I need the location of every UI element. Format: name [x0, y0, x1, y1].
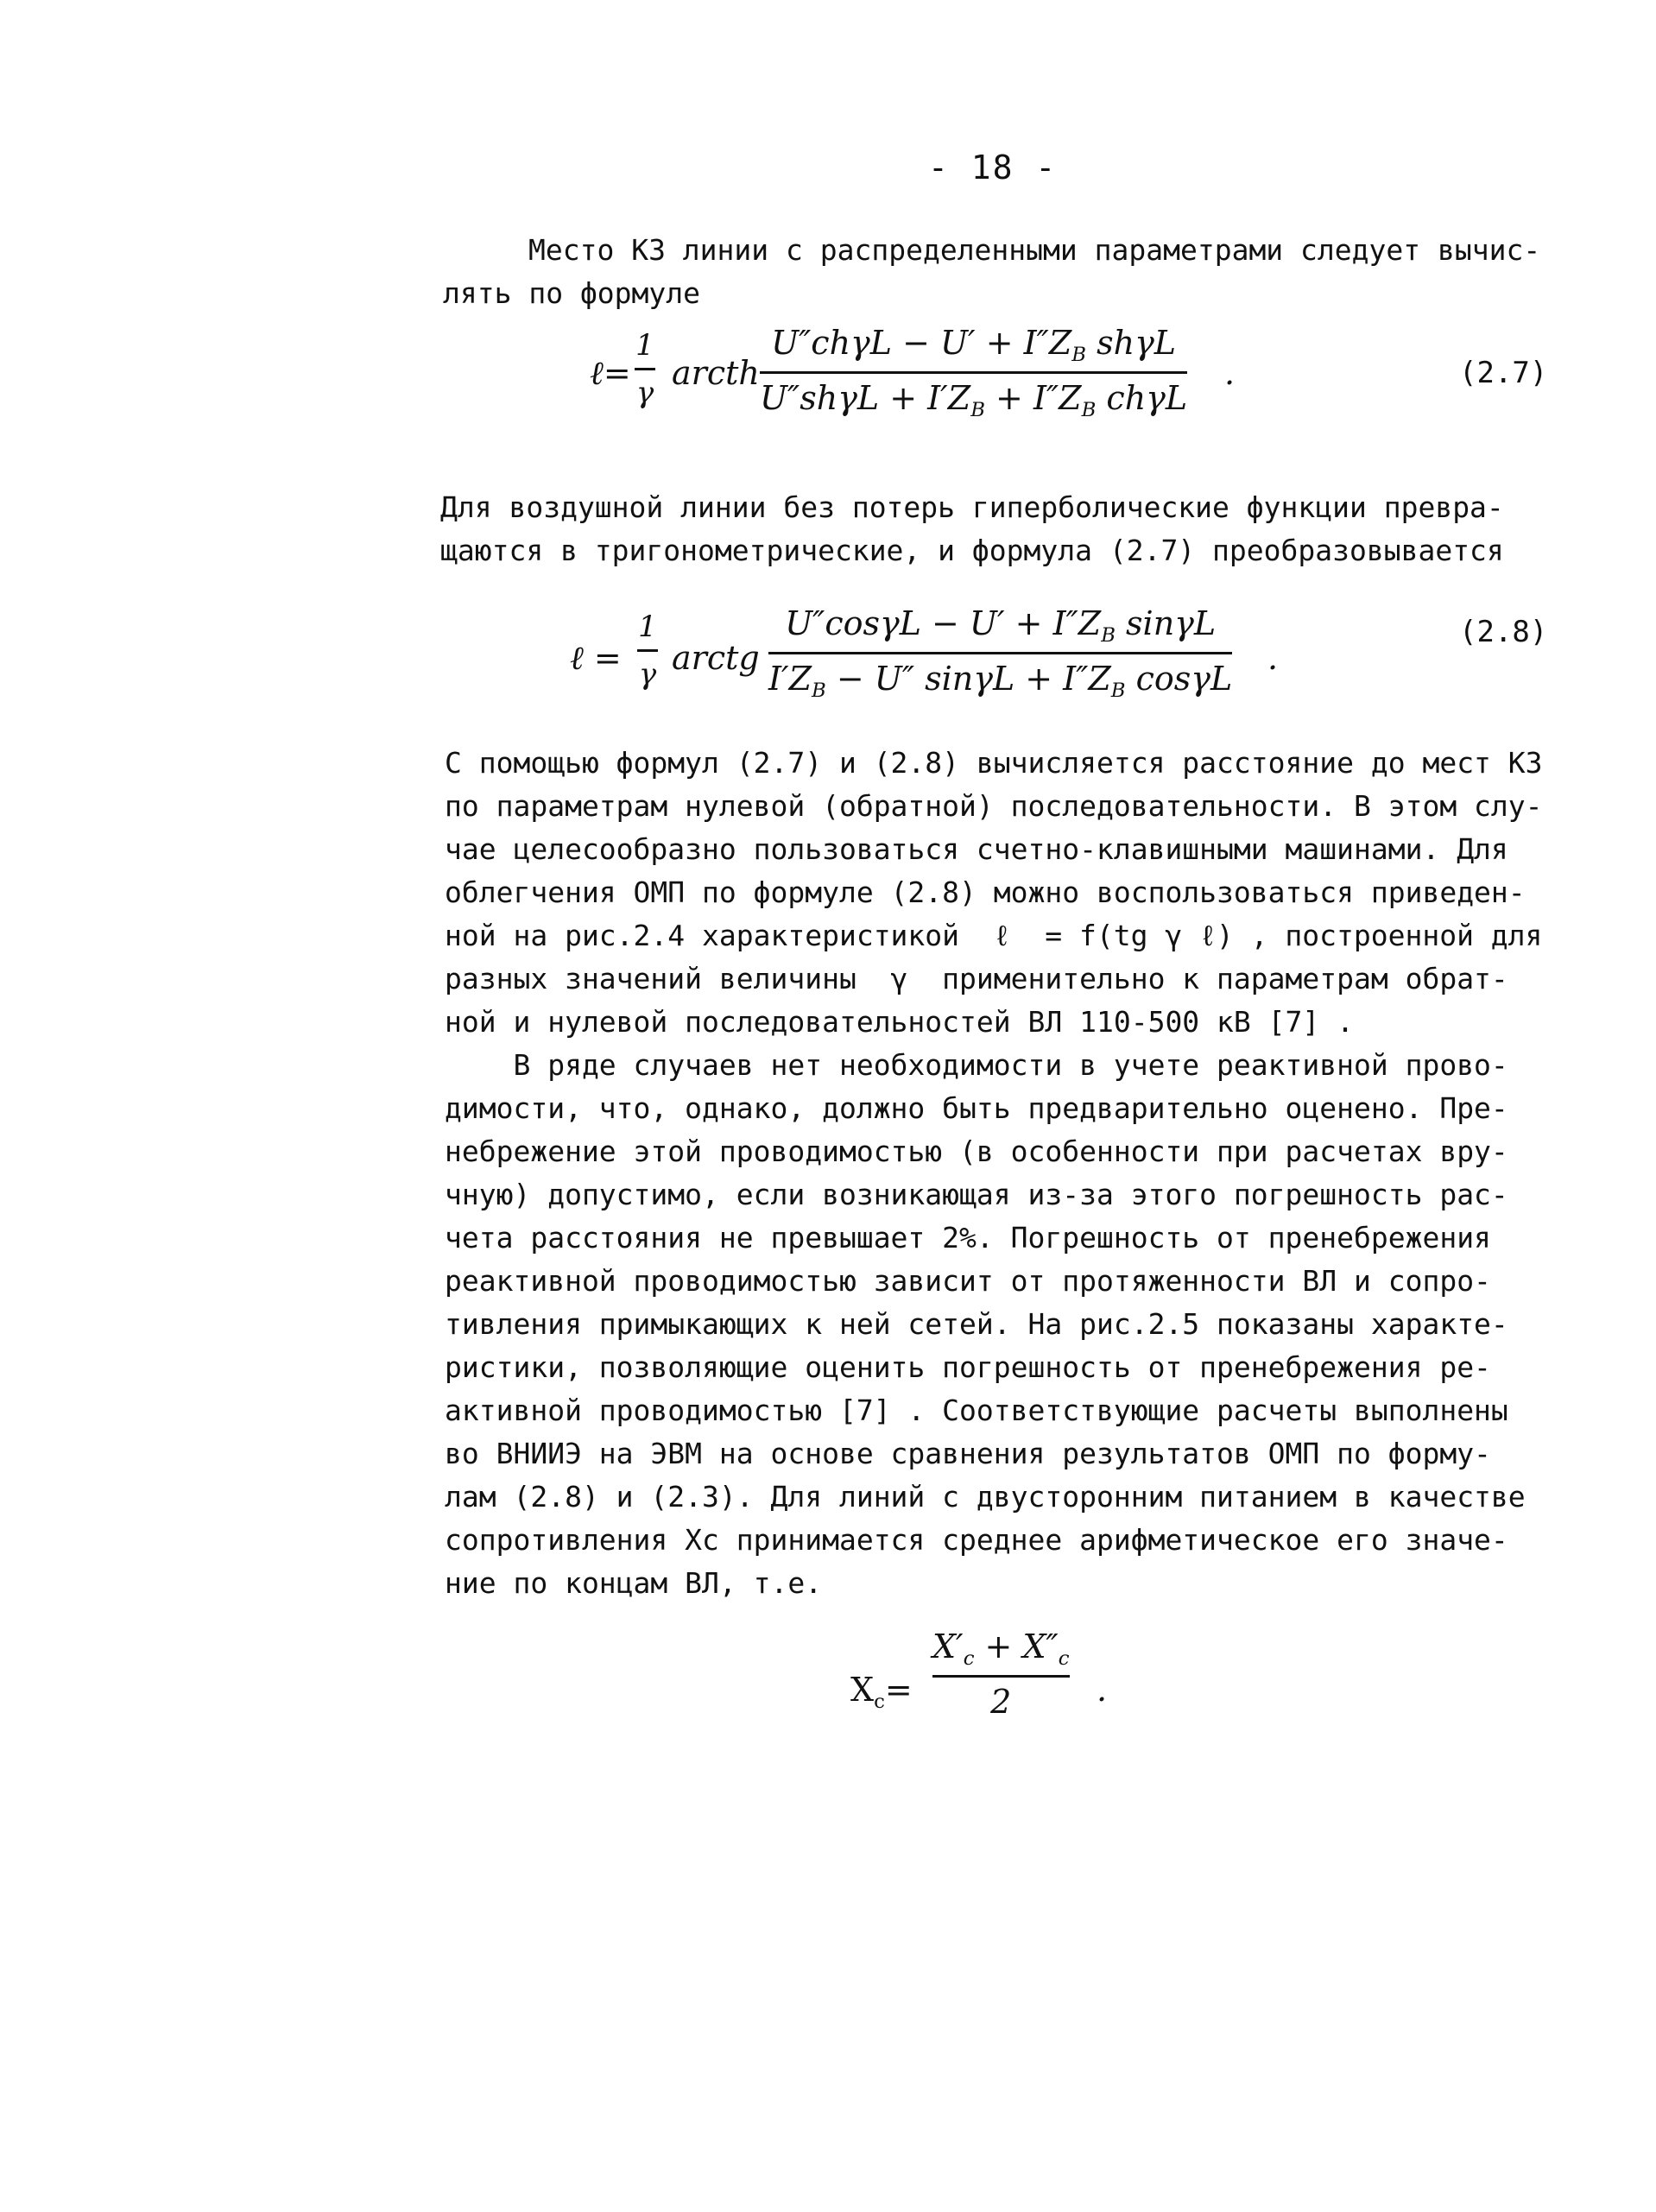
numerator-tail: sinγL — [1115, 604, 1217, 642]
text-line: Для воздушной линии без потерь гиперболические функции превра- — [440, 490, 1504, 524]
function-name: arctg — [672, 639, 760, 677]
text-line: чета расстояния не превышает 2%. Погрешность от пренебрежения — [445, 1221, 1491, 1255]
text-line: небрежение этой проводимостью (в особенности при расчетах вру- — [445, 1134, 1508, 1168]
text-line: ристики, позволяющие оценить погрешность от пренебрежения ре- — [445, 1350, 1491, 1384]
main-fraction — [760, 324, 1187, 421]
text-line: сопротивления Xс принимается среднее арифметическое его значе- — [445, 1523, 1508, 1557]
fraction-numerator: 1 — [638, 610, 657, 644]
fraction-numerator — [771, 324, 1176, 366]
formula-dot: . — [1097, 1671, 1108, 1709]
text-line: В ряде случаев нет необходимости в учете реактивной прово- — [445, 1048, 1508, 1082]
text-line: лам (2.8) и (2.3). Для линий с двусторонним питанием в качестве — [445, 1480, 1526, 1514]
text-line: ной и нулевой последовательностей ВЛ 110-500 кВ [7] . — [445, 1005, 1354, 1039]
fraction-denominator — [760, 379, 1187, 421]
subscript: B — [1071, 343, 1087, 366]
denominator-mid: + I″Z — [984, 378, 1082, 417]
small-fraction — [637, 610, 658, 692]
text-line: реактивной проводимостью зависит от протяженности ВЛ и сопро- — [445, 1264, 1491, 1298]
subscript: c — [1058, 1646, 1070, 1670]
text-line: облегчения ОМП по формуле (2.8) можно воспользоваться приведен- — [445, 875, 1526, 909]
function-name: arcth — [672, 354, 760, 392]
subscript: c — [963, 1646, 975, 1670]
fraction-denominator: γ — [638, 657, 657, 692]
page-number: - 18 - — [928, 149, 1058, 186]
text-line: димости, что, однако, должно быть предварительно оценено. Пре- — [445, 1091, 1508, 1125]
text-line: активной проводимостью [7] . Соответствующие расчеты выполнены — [445, 1394, 1508, 1427]
denominator-mid: − U″ sinγL + I″Z — [825, 659, 1111, 698]
small-fraction — [635, 328, 655, 410]
subscript: B — [1081, 398, 1097, 421]
fraction-numerator — [785, 604, 1216, 647]
text-line: Место КЗ линии с распределенными параметрами следует вычис- — [528, 233, 1541, 267]
subscript: B — [1110, 679, 1126, 702]
main-fraction — [932, 1627, 1070, 1721]
numerator-text: X′ — [932, 1627, 964, 1665]
denominator-tail: cosγL — [1125, 659, 1233, 698]
formula-dot: . — [1267, 639, 1279, 677]
text-line: во ВНИИЭ на ЭВМ на основе сравнения результатов ОМП по форму- — [445, 1437, 1491, 1470]
fraction-numerator: 1 — [635, 328, 654, 363]
fraction-numerator — [932, 1627, 1070, 1670]
main-fraction — [768, 604, 1232, 702]
fraction-denominator: 2 — [990, 1682, 1012, 1721]
denominator-tail: chγL — [1096, 378, 1188, 417]
formula-lhs: ℓ = — [570, 639, 622, 677]
equation-number: (2.8) — [1459, 615, 1548, 649]
subscript: B — [812, 679, 826, 702]
text-line: тивления примыкающих к ней сетей. На рис.2.5 показаны характе- — [445, 1307, 1508, 1341]
numerator-text: U″chγL − U′ + I″Z — [771, 324, 1072, 362]
equals-sign: = — [884, 1671, 913, 1709]
formula-lhs — [850, 1671, 913, 1713]
formula-dot: . — [1224, 354, 1236, 392]
text-line: ние по концам ВЛ, т.е. — [445, 1566, 823, 1600]
subscript: B — [1101, 623, 1116, 647]
denominator-text: I′Z — [768, 659, 812, 698]
text-line: разных значений величины γ применительно к параметрам обрат- — [445, 962, 1508, 995]
numerator-text: U″cosγL − U′ + I″Z — [785, 604, 1102, 642]
equation-number: (2.7) — [1459, 356, 1548, 390]
fraction-denominator: γ — [635, 376, 654, 410]
text-line: щаются в тригонометрические, и формула (2.7) преобразовывается — [440, 534, 1504, 567]
fraction-denominator — [768, 660, 1232, 702]
denominator-text: U″shγL + I′Z — [760, 378, 971, 417]
numerator-tail: shγL — [1086, 324, 1177, 362]
text-line: по параметрам нулевой (обратной) последовательности. В этом слу- — [445, 789, 1543, 823]
formula-lhs: ℓ= — [590, 354, 631, 392]
text-line: лять по формуле — [443, 276, 701, 310]
subscript: c — [874, 1690, 885, 1713]
subscript: B — [970, 398, 985, 421]
text-line: С помощью формул (2.7) и (2.8) вычисляется расстояние до мест КЗ — [445, 746, 1543, 780]
text-line: ной на рис.2.4 характеристикой ℓ = f(tg γ ℓ) , построенной для — [445, 919, 1543, 952]
lhs-text: X — [850, 1671, 875, 1709]
text-line: чае целесообразно пользоваться счетно-клавишными машинами. Для — [445, 832, 1508, 866]
numerator-mid: + X″ — [974, 1627, 1059, 1665]
text-line: чную) допустимо, если возникающая из-за этого погрешность рас- — [445, 1178, 1508, 1211]
